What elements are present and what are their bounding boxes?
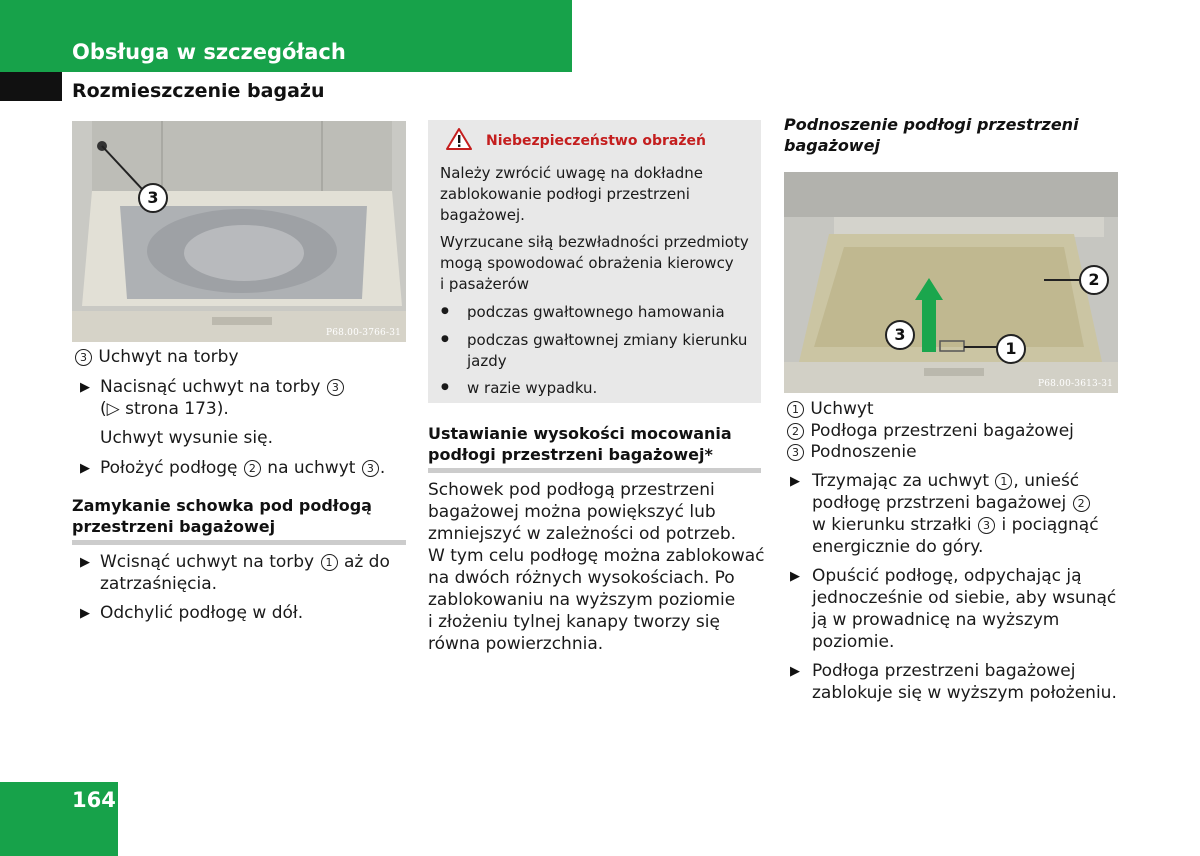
page-number: 164 <box>72 788 116 812</box>
step-result: Uchwyt wysunie się. <box>100 428 273 448</box>
step-bullet-icon: ▶ <box>790 569 800 584</box>
warning-text: mogą spowodować obrażenia kierowcy <box>440 254 734 272</box>
callout-number: 3 <box>978 517 995 534</box>
figure-legend-item <box>786 398 874 420</box>
section-title: Rozmieszczenie bagażu <box>72 80 325 102</box>
body-line: bagażowej można powiększyć lub <box>428 502 716 522</box>
subsection-heading: bagażowej <box>784 136 880 155</box>
callout-number: 3 <box>75 349 92 366</box>
figure-code: P68.00-3766-31 <box>326 328 402 338</box>
step-line <box>812 470 1079 492</box>
step-bullet-icon: ▶ <box>790 474 800 489</box>
trunk-figure-bag-hook <box>72 121 406 342</box>
step-text: , unieść <box>1013 471 1080 491</box>
callout-number: 3 <box>327 379 344 396</box>
body-line: zablokowaniu na wyższym poziomie <box>428 590 736 610</box>
subsection-heading: przestrzeni bagażowej <box>72 517 276 536</box>
subsection-heading: Zamykanie schowka pod podłogą <box>72 496 372 515</box>
divider <box>72 540 406 545</box>
figure-legend-item <box>74 346 239 368</box>
step-line: energicznie do góry. <box>812 537 984 557</box>
body-line: na dwóch różnych wysokościach. Po <box>428 568 735 588</box>
warning-bullet-text: podczas gwałtownego hamowania <box>467 303 725 321</box>
figure-legend-item <box>786 420 1074 442</box>
figure-legend-item <box>786 441 917 463</box>
warning-bullet-text: podczas gwałtownej zmiany kierunku <box>467 331 748 349</box>
bullet-dot: ● <box>441 382 449 392</box>
legend-text: Podłoga przestrzeni bagażowej <box>810 421 1074 441</box>
warning-text: Wyrzucane siłą bezwładności przedmioty <box>440 233 749 251</box>
divider <box>428 468 761 473</box>
step-bullet-icon: ▶ <box>80 461 90 476</box>
callout-3: 3 <box>885 320 915 350</box>
callout-number: 1 <box>995 473 1012 490</box>
callout-1: 1 <box>996 334 1026 364</box>
warning-title: Niebezpieczeństwo obrażeń <box>486 133 706 149</box>
warning-bullet-text: w razie wypadku. <box>467 379 598 397</box>
subsection-heading: Podnoszenie podłogi przestrzeni <box>784 115 1079 134</box>
step-text: . <box>379 458 386 478</box>
callout-number: 1 <box>787 401 804 418</box>
page-ref-text: strona 173). <box>125 399 229 419</box>
step-text: i pociągnąć <box>1001 515 1099 535</box>
step-line <box>100 551 390 573</box>
step-line <box>812 514 1099 536</box>
trunk-illustration-2 <box>784 172 1118 393</box>
warning-text: bagażowej. <box>440 206 525 224</box>
step-text: podłogę przstrzeni bagażowej <box>812 493 1067 513</box>
section-marker <box>0 72 62 101</box>
step-text: Trzymając za uchwyt <box>812 471 989 491</box>
legend-text: Uchwyt na torby <box>98 347 239 367</box>
step-line: Odchylić podłogę w dół. <box>100 603 304 623</box>
step-line <box>100 376 345 398</box>
warning-text: zablokowanie podłogi przestrzeni <box>440 185 690 203</box>
step-text: Wcisnąć uchwyt na torby <box>100 552 315 572</box>
step-bullet-icon: ▶ <box>790 664 800 679</box>
step-line: poziomie. <box>812 632 895 652</box>
callout-3: 3 <box>138 183 168 213</box>
body-line: W tym celu podłogę można zablokować <box>428 546 765 566</box>
step-text: w kierunku strzałki <box>812 515 972 535</box>
warning-icon <box>446 127 472 151</box>
callout-2: 2 <box>1079 265 1109 295</box>
body-line: Schowek pod podłogą przestrzeni <box>428 480 715 500</box>
paren: ( <box>100 399 107 419</box>
page-reference[interactable] <box>100 398 229 420</box>
step-text: aż do <box>343 552 390 572</box>
callout-number: 2 <box>244 460 261 477</box>
body-line: zmniejszyć w zależności od potrzeb. <box>428 524 737 544</box>
body-line: równa powierzchnia. <box>428 634 604 654</box>
page-ref-icon: ▷ <box>106 399 120 419</box>
bullet-dot: ● <box>441 306 449 316</box>
warning-text: Należy zwrócić uwagę na dokładne <box>440 164 703 182</box>
step-bullet-icon: ▶ <box>80 555 90 570</box>
trunk-illustration-1 <box>72 121 406 342</box>
step-line: Opuścić podłogę, odpychając ją <box>812 566 1082 586</box>
callout-number: 1 <box>321 554 338 571</box>
step-bullet-icon: ▶ <box>80 606 90 621</box>
step-line: zablokuje się w wyższym położeniu. <box>812 683 1117 703</box>
callout-number: 2 <box>787 423 804 440</box>
step-line: jednocześnie od siebie, aby wsunąć <box>812 588 1117 608</box>
step-line <box>812 492 1091 514</box>
step-text: Położyć podłogę <box>100 458 238 478</box>
callout-number: 3 <box>787 444 804 461</box>
callout-number: 3 <box>362 460 379 477</box>
step-line: Podłoga przestrzeni bagażowej <box>812 661 1076 681</box>
warning-bullet-text: jazdy <box>467 352 507 370</box>
figure-code: P68.00-3613-31 <box>1038 379 1114 389</box>
step-text: na uchwyt <box>267 458 356 478</box>
legend-text: Podnoszenie <box>810 442 917 462</box>
bullet-dot: ● <box>441 334 449 344</box>
chapter-title: Obsługa w szczegółach <box>72 40 346 64</box>
step-line <box>100 457 385 479</box>
callout-number: 2 <box>1073 495 1090 512</box>
step-line: zatrzaśnięcia. <box>100 574 218 594</box>
warning-text: i pasażerów <box>440 275 530 293</box>
legend-text: Uchwyt <box>810 399 874 419</box>
trunk-figure-lift-floor <box>784 172 1118 393</box>
subsection-heading: podłogi przestrzeni bagażowej* <box>428 445 713 464</box>
step-bullet-icon: ▶ <box>80 380 90 395</box>
body-line: i złożeniu tylnej kanapy tworzy się <box>428 612 720 632</box>
subsection-heading: Ustawianie wysokości mocowania <box>428 424 732 443</box>
step-line: ją w prowadnicę na wyższym <box>812 610 1060 630</box>
step-text: Nacisnąć uchwyt na torby <box>100 377 321 397</box>
